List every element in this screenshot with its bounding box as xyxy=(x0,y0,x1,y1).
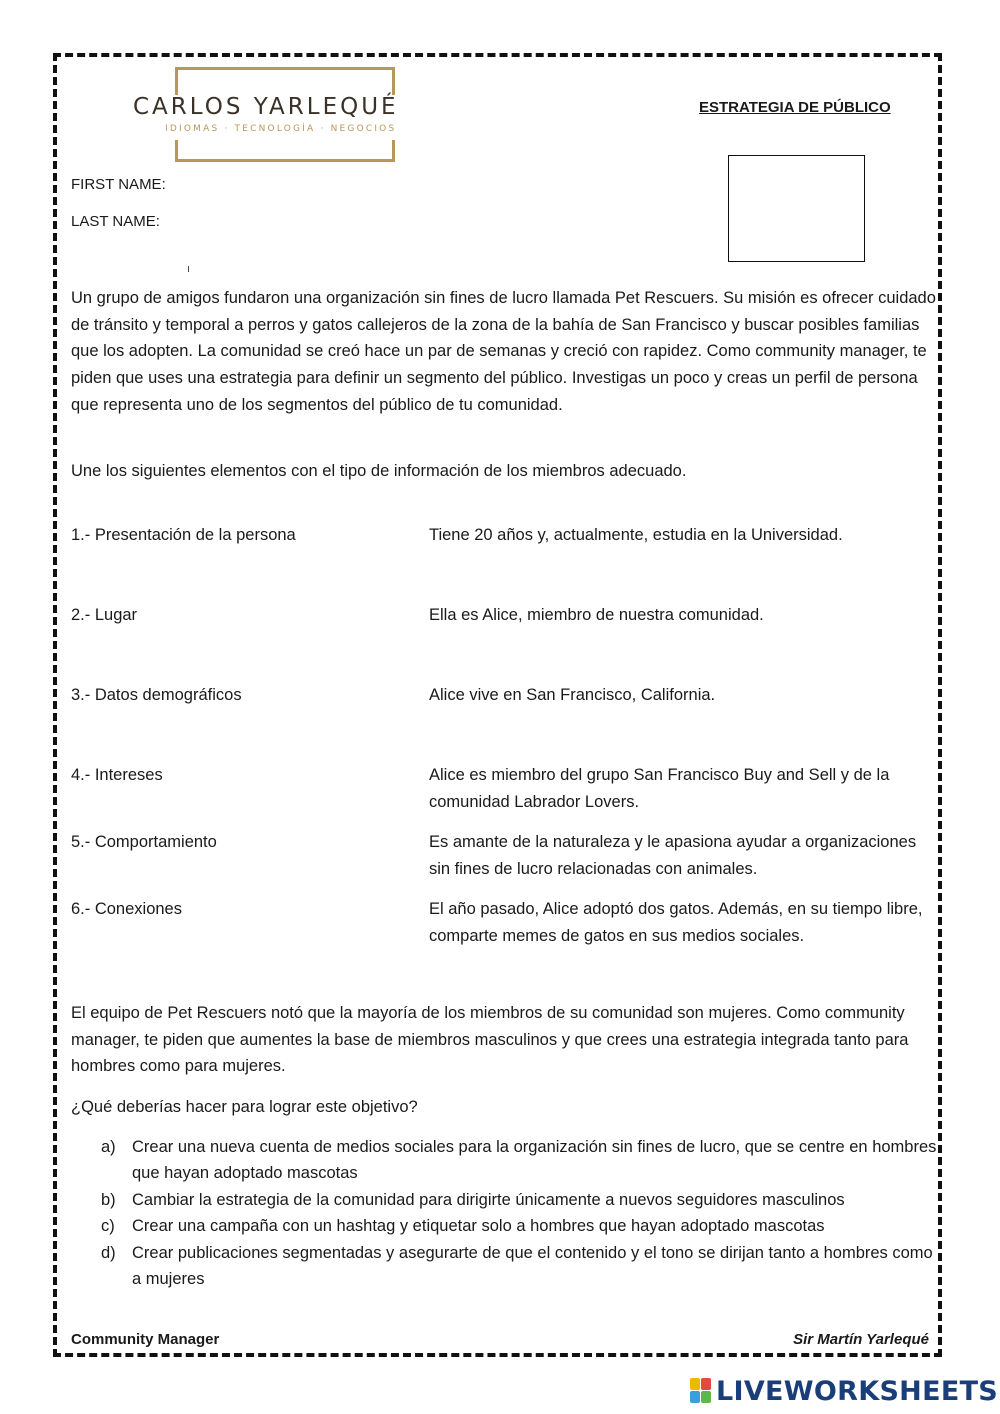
footer-course: Community Manager xyxy=(71,1331,220,1348)
intro-paragraph: Un grupo de amigos fundaron una organización sin fines de lucro llamada Pet Rescuers. Su misión es ofrecer cuidado de tránsito y temporal a perros y gatos callejeros de la zona de la bahía de San Francisco y buscar posibles familias que los adopten. La comunidad se creó hace un par de semanas y creció con rapidez. Como community manager, te piden que uses una estrategia para definir un segmento del público. Investigas un poco y creas un perfil de persona que representa uno de los segmentos del público de tu comunidad. xyxy=(71,289,936,414)
match-right-6: El año pasado, Alice adoptó dos gatos. Además, en su tiempo libre, comparte memes de gatos en sus medios sociales. xyxy=(429,900,923,945)
scenario-paragraph: El equipo de Pet Rescuers notó que la mayoría de los miembros de su comunidad son mujeres. Como community manager, te piden que aumentes la base de miembros masculinos y que crees una estrategia integrada tanto para hombres como para mujeres. xyxy=(71,1004,909,1076)
liveworksheets-watermark xyxy=(690,1375,998,1407)
first-name-label: FIRST NAME: xyxy=(71,176,166,193)
footer-author: Sir Martín Yarlequé xyxy=(793,1331,929,1348)
document-title: ESTRATEGIA DE PÚBLICO xyxy=(699,99,891,116)
instruction-text: Une los siguientes elementos con el tipo de información de los miembros adecuado. xyxy=(71,462,687,480)
option-text: Cambiar la estrategia de la comunidad para dirigirte únicamente a nuevos seguidores masculinos xyxy=(132,1191,845,1209)
option-letter: a) xyxy=(101,1138,116,1156)
option-text: Crear una campaña con un hashtag y etiquetar solo a hombres que hayan adoptado mascotas xyxy=(132,1217,825,1235)
match-left-6: 6.- Conexiones xyxy=(71,900,182,918)
last-name-label: LAST NAME: xyxy=(71,213,160,230)
match-left-1: 1.- Presentación de la persona xyxy=(71,526,296,544)
match-left-4: 4.- Intereses xyxy=(71,766,163,784)
option-letter: d) xyxy=(101,1244,116,1262)
match-right-5: Es amante de la naturaleza y le apasiona ayudar a organizaciones sin fines de lucro relacionadas con animales. xyxy=(429,833,917,878)
logo-name: CARLOS YARLEQUÉ xyxy=(133,94,399,120)
option-letter: b) xyxy=(101,1191,116,1209)
option-letter: c) xyxy=(101,1217,115,1235)
match-right-2: Ella es Alice, miembro de nuestra comunidad. xyxy=(429,606,764,624)
question-text: ¿Qué deberías hacer para lograr este objetivo? xyxy=(71,1098,418,1116)
liveworksheets-logo-icon xyxy=(690,1378,712,1404)
match-left-5: 5.- Comportamiento xyxy=(71,833,217,851)
match-right-4: Alice es miembro del grupo San Francisco Buy and Sell y de la comunidad Labrador Lovers. xyxy=(429,766,890,811)
match-right-3: Alice vive en San Francisco, California. xyxy=(429,686,716,704)
option-text: Crear una nueva cuenta de medios sociales para la organización sin fines de lucro, que se centre en hombres que hayan adoptado mascotas xyxy=(132,1138,937,1182)
photo-box xyxy=(728,155,865,262)
option-text: Crear publicaciones segmentadas y asegurarte de que el contenido y el tono se dirijan tanto a hombres como a mujeres xyxy=(132,1244,933,1288)
match-right-1: Tiene 20 años y, actualmente, estudia en la Universidad. xyxy=(429,526,843,544)
stray-mark xyxy=(188,266,189,272)
liveworksheets-wordmark: LIVEWORKSHEETS xyxy=(716,1375,999,1407)
logo-tagline: IDIOMAS · TECNOLOGÍA · NEGOCIOS xyxy=(165,124,397,134)
match-left-3: 3.- Datos demográficos xyxy=(71,686,242,704)
match-left-2: 2.- Lugar xyxy=(71,606,138,624)
